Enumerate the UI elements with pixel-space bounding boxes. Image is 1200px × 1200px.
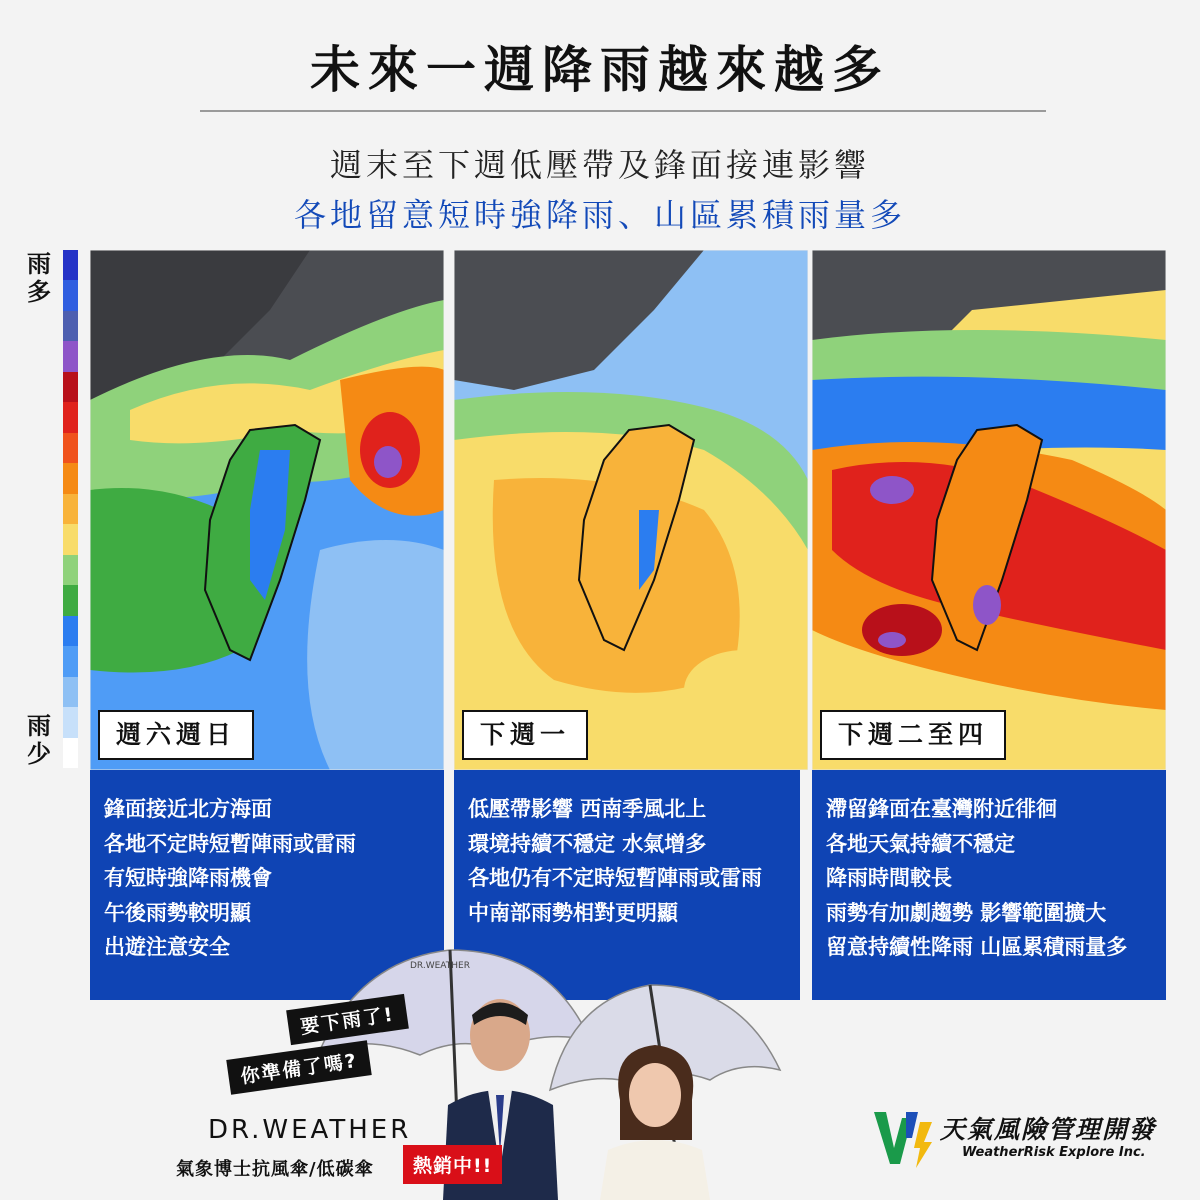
title-divider bbox=[200, 110, 1046, 112]
umbrella-print: DR.WEATHER bbox=[410, 961, 470, 971]
colorbar-swatch bbox=[63, 524, 78, 554]
panel-label-weekend: 週六週日 bbox=[98, 710, 254, 760]
panel-label-tue-thu: 下週二至四 bbox=[820, 710, 1006, 760]
text-line: 留意持續性降雨 山區累積雨量多 bbox=[826, 935, 1128, 959]
logo-name-cn: 天氣風險管理開發 bbox=[940, 1115, 1157, 1144]
text-line: 各地天氣持續不穩定 bbox=[826, 831, 1015, 856]
colorbar-swatch bbox=[63, 250, 78, 280]
text-line: 鋒面接近北方海面 bbox=[104, 797, 272, 821]
rain-map-monday bbox=[454, 250, 808, 770]
legend-bottom-label: 雨少 bbox=[27, 712, 51, 768]
colorbar-swatch bbox=[63, 463, 78, 493]
speech-tag-ready: 你準備了嗎? bbox=[226, 1040, 372, 1094]
text-line: 各地不定時短暫陣雨或雷雨 bbox=[104, 831, 356, 856]
speech-tag-rain: 要下雨了! bbox=[286, 994, 408, 1045]
page-title: 未來一週降雨越來越多 bbox=[310, 41, 890, 99]
colorbar-swatch bbox=[63, 646, 78, 676]
subtitle-line2: 各地留意短時強降雨、山區累積雨量多 bbox=[293, 196, 906, 234]
colorbar-swatch bbox=[63, 555, 78, 585]
text-line: 各地仍有不定時短暫陣雨或雷雨 bbox=[468, 866, 762, 890]
legend-top-label: 雨多 bbox=[27, 250, 51, 306]
text-line: 低壓帶影響 西南季風北上 bbox=[468, 797, 707, 821]
rainfall-colorbar bbox=[63, 250, 78, 768]
colorbar-swatch bbox=[63, 677, 78, 707]
subtitle-line1: 週末至下週低壓帶及鋒面接連影響 bbox=[329, 146, 870, 184]
colorbar-swatch bbox=[63, 311, 78, 341]
presenter-woman-avatar bbox=[600, 1040, 710, 1200]
product-name: 氣象博士抗風傘/低碳傘 bbox=[176, 1159, 374, 1180]
text-line: 有短時強降雨機會 bbox=[104, 866, 272, 890]
colorbar-swatch bbox=[63, 433, 78, 463]
hot-sale-badge: 熱銷中!! bbox=[403, 1145, 502, 1184]
colorbar-swatch bbox=[63, 402, 78, 432]
colorbar-swatch bbox=[63, 494, 78, 524]
text-line: 滯留鋒面在臺灣附近徘徊 bbox=[826, 797, 1057, 821]
colorbar-swatch bbox=[63, 585, 78, 615]
logo-name-en: WeatherRisk Explore Inc. bbox=[962, 1145, 1146, 1160]
colorbar-swatch bbox=[63, 341, 78, 371]
text-line: 環境持續不穩定 水氣增多 bbox=[468, 831, 707, 856]
rain-map-tue-thu bbox=[812, 250, 1166, 770]
weatherrisk-logo-icon bbox=[872, 1108, 936, 1168]
rain-map-weekend bbox=[90, 250, 444, 770]
panel-text-tue-thu bbox=[812, 770, 1166, 1000]
colorbar-swatch bbox=[63, 707, 78, 737]
colorbar-swatch bbox=[63, 280, 78, 310]
text-line: 出遊注意安全 bbox=[104, 935, 230, 959]
text-line: 降雨時間較長 bbox=[826, 866, 952, 890]
colorbar-swatch bbox=[63, 372, 78, 402]
text-line: 雨勢有加劇趨勢 影響範圍擴大 bbox=[826, 900, 1107, 925]
colorbar-swatch bbox=[63, 738, 78, 768]
text-line: 午後雨勢較明顯 bbox=[104, 900, 251, 925]
panel-label-monday: 下週一 bbox=[462, 710, 588, 760]
brand-name: DR.WEATHER bbox=[208, 1115, 412, 1145]
text-line: 中南部雨勢相對更明顯 bbox=[468, 900, 678, 925]
colorbar-swatch bbox=[63, 616, 78, 646]
